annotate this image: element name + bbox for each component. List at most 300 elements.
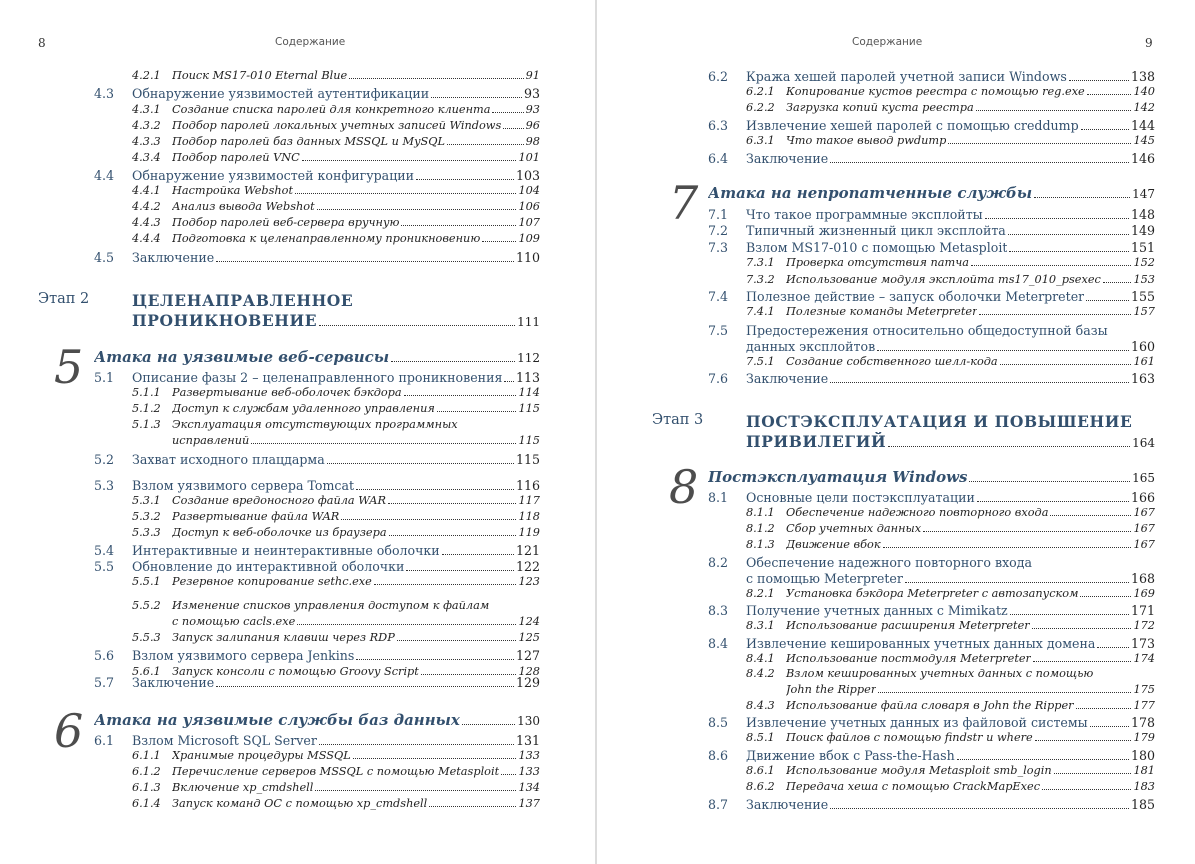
toc-entry-line1: Эксплуатация отсутствующих программных: [172, 418, 458, 431]
toc-entry-page: 138: [1130, 69, 1155, 84]
toc-entry-page: 173: [1130, 636, 1155, 651]
toc-entry-number: 8.6: [708, 748, 729, 763]
toc-section: [132, 559, 540, 574]
toc-section: [746, 151, 1155, 166]
dot-leader: [878, 692, 1131, 693]
toc-entry-page: 160: [1130, 339, 1155, 354]
toc-subsection: [172, 510, 540, 523]
toc-entry-page: 140: [1133, 85, 1155, 98]
toc-subsection: [172, 765, 540, 778]
toc-entry-number: 8.1: [708, 490, 729, 505]
toc-entry-page: 153: [1133, 273, 1155, 286]
toc-entry-page: 115: [515, 452, 540, 467]
dot-leader: [1054, 773, 1132, 774]
left-page: [0, 0, 595, 864]
chapter-title-text: Атака на уязвимые веб-сервисы: [94, 348, 390, 366]
toc-entry-number: 8.3.1: [746, 619, 775, 632]
chapter-number: 5: [54, 340, 84, 394]
dot-leader: [295, 193, 516, 194]
dot-leader: [1080, 596, 1131, 597]
toc-section: [746, 490, 1155, 505]
toc-entry-number: 6.4: [708, 151, 729, 166]
toc-entry-title: Запуск команд ОС с помощью xp_cmdshell: [172, 797, 428, 810]
toc-subsection: [172, 119, 540, 132]
toc-section: [132, 168, 540, 183]
toc-subsection: [172, 615, 540, 628]
dot-leader: [969, 481, 1130, 482]
toc-subsection: [786, 731, 1155, 744]
dot-leader: [976, 110, 1132, 111]
toc-entry-page: 175: [1133, 683, 1155, 696]
toc-entry-number: 5.5.3: [132, 631, 161, 644]
toc-entry-number: 6.3: [708, 118, 729, 133]
toc-subsection: [786, 652, 1155, 665]
toc-entry-number: 7.3.1: [746, 256, 775, 269]
toc-entry-title: Движение вбок с Pass-the-Hash: [746, 748, 955, 763]
toc-subsection: [786, 85, 1155, 98]
dot-leader: [1103, 282, 1132, 283]
toc-entry-title: Резервное копирование sethc.exe: [172, 575, 372, 588]
toc-entry-title: Использование расширения Meterpreter: [786, 619, 1030, 632]
dot-leader: [317, 209, 517, 210]
toc-entry-number: 8.6.2: [746, 780, 775, 793]
toc-entry-title: Подбор паролей баз данных MSSQL и MySQL: [172, 135, 445, 148]
dot-leader: [319, 325, 515, 326]
toc-entry-page: 116: [515, 478, 540, 493]
toc-entry-title: Заключение: [132, 250, 215, 265]
dot-leader: [979, 314, 1131, 315]
toc-entry-number: 8.1.3: [746, 538, 775, 551]
toc-entry-title: Запуск консоли с помощью Groovy Script: [172, 665, 419, 678]
toc-entry-page: 146: [1130, 151, 1155, 166]
toc-entry-line1: Взлом кешированных учетных данных с помощью: [786, 667, 1094, 680]
toc-entry-number: 6.2: [708, 69, 729, 84]
dot-leader: [1034, 197, 1130, 198]
toc-entry-page: 122: [515, 559, 540, 574]
toc-entry-page: 177: [1133, 699, 1155, 712]
toc-entry-line1: Предостережения относительно общедоступной базы: [746, 323, 1108, 338]
toc-entry-page: 98: [525, 135, 540, 148]
toc-entry-page: 115: [518, 402, 540, 415]
toc-subsection: [786, 506, 1155, 519]
toc-entry-title: исправлений: [172, 434, 250, 447]
dot-leader: [315, 790, 516, 791]
toc-entry-number: 5.3.1: [132, 494, 161, 507]
toc-entry-page: 104: [518, 184, 540, 197]
toc-entry-page: 179: [1133, 731, 1155, 744]
toc-section: [132, 86, 540, 101]
dot-leader: [397, 640, 517, 641]
toc-entry-title: Движение вбок: [786, 538, 881, 551]
chapter-number: 8: [669, 460, 699, 514]
dot-leader: [297, 624, 516, 625]
toc-section: [132, 370, 540, 385]
toc-entry-number: 8.5.1: [746, 731, 775, 744]
dot-leader: [356, 659, 514, 660]
toc-entry-title: Проверка отсутствия патча: [786, 256, 970, 269]
toc-entry-title: Описание фазы 2 – целенаправленного проникновения: [132, 370, 503, 385]
dot-leader: [985, 218, 1129, 219]
toc-section: [746, 223, 1155, 238]
toc-entry-number: 5.7: [94, 675, 115, 690]
toc-entry-title: Развертывание веб-оболочек бэкдора: [172, 386, 402, 399]
toc-entry-title: Заключение: [746, 371, 829, 386]
toc-section: [746, 797, 1155, 812]
chapter-title: [94, 348, 540, 366]
toc-entry-title: Извлечение кешированных учетных данных домена: [746, 636, 1096, 651]
toc-section: [132, 478, 540, 493]
dot-leader: [1033, 661, 1131, 662]
toc-entry-title: Полезное действие – запуск оболочки Meterpreter: [746, 289, 1085, 304]
dot-leader: [389, 535, 517, 536]
toc-entry-number: 6.1.3: [132, 781, 161, 794]
toc-entry-page: 137: [518, 797, 540, 810]
dot-leader: [923, 531, 1131, 532]
toc-entry-title: Взлом Microsoft SQL Server: [132, 733, 317, 748]
toc-entry-number: 7.6: [708, 371, 729, 386]
toc-section: [746, 748, 1155, 763]
toc-section: [746, 289, 1155, 304]
toc-subsection: [786, 256, 1155, 269]
toc-entry-number: 5.2: [94, 452, 115, 467]
toc-subsection: [172, 434, 540, 447]
toc-entry-line1: Обеспечение надежного повторного входа: [746, 555, 1033, 570]
toc-subsection: [172, 526, 540, 539]
toc-entry-page: 109: [518, 232, 540, 245]
toc-entry-number: 8.2: [708, 555, 729, 570]
dot-leader: [1035, 740, 1132, 741]
dot-leader: [302, 160, 517, 161]
dot-leader: [1042, 789, 1131, 790]
dot-leader: [327, 463, 514, 464]
toc-entry-page: 123: [518, 575, 540, 588]
stage-title-line2: ПРИВИЛЕГИЙ: [746, 432, 887, 451]
toc-entry-title: с помощью Meterpreter: [746, 571, 903, 586]
toc-entry-title: John the Ripper: [786, 683, 877, 696]
dot-leader: [877, 350, 1129, 351]
toc-subsection: [172, 103, 540, 116]
toc-entry-title: Поиск файлов с помощью findstr и where: [786, 731, 1033, 744]
toc-subsection: [786, 764, 1155, 777]
dot-leader: [442, 554, 514, 555]
toc-entry-number: 6.1: [94, 733, 115, 748]
toc-entry-title: Что такое вывод pwdump: [786, 134, 947, 147]
toc-entry-title: Обеспечение надежного повторного входа: [786, 506, 1049, 519]
dot-leader: [404, 395, 517, 396]
dot-leader: [830, 808, 1129, 809]
toc-section: [132, 675, 540, 690]
dot-leader: [504, 381, 514, 382]
toc-entry-number: 7.3.2: [746, 273, 775, 286]
toc-entry-title: Получение учетных данных с Mimikatz: [746, 603, 1008, 618]
toc-entry-page: 129: [515, 675, 540, 690]
toc-entry-title: Кража хешей паролей учетной записи Windows: [746, 69, 1067, 84]
toc-entry-number: 6.1.4: [132, 797, 161, 810]
toc-entry-title: Обнаружение уязвимостей аутентификации: [132, 86, 430, 101]
toc-entry-title: Подготовка к целенаправленному проникновению: [172, 232, 481, 245]
running-head: Содержание: [852, 36, 923, 48]
toc-entry-page: 115: [518, 434, 540, 447]
dot-leader: [437, 411, 517, 412]
toc-entry-number: 4.2.1: [132, 69, 161, 82]
toc-entry-page: 93: [525, 103, 540, 116]
toc-entry-page: 178: [1130, 715, 1155, 730]
toc-entry-page: 134: [518, 781, 540, 794]
dot-leader: [905, 582, 1129, 583]
toc-entry-page: 183: [1133, 780, 1155, 793]
toc-subsection: [786, 619, 1155, 632]
toc-entry-page: 117: [518, 494, 540, 507]
toc-entry-number: 7.3: [708, 240, 729, 255]
toc-entry-number: 4.4: [94, 168, 115, 183]
toc-entry-number: 4.5: [94, 250, 115, 265]
toc-entry-page: 181: [1133, 764, 1155, 777]
toc-subsection: [172, 575, 540, 588]
toc-subsection: [172, 797, 540, 810]
dot-leader: [1010, 614, 1129, 615]
dot-leader: [1097, 647, 1129, 648]
toc-entry-page: 164: [1132, 436, 1155, 450]
toc-entry-page: 131: [515, 733, 540, 748]
dot-leader: [830, 382, 1129, 383]
toc-entry-number: 8.2.1: [746, 587, 775, 600]
toc-entry-number: 5.3.3: [132, 526, 161, 539]
toc-entry-page: 148: [1130, 207, 1155, 222]
toc-entry-title: Извлечение учетных данных из файловой системы: [746, 715, 1088, 730]
chapter-title: [94, 711, 540, 729]
toc-entry-page: 133: [518, 765, 540, 778]
toc-subsection: [172, 781, 540, 794]
toc-entry-page: 106: [518, 200, 540, 213]
toc-entry-page: 168: [1130, 571, 1155, 586]
toc-entry-title: Основные цели постэксплуатации: [746, 490, 975, 505]
running-head: Содержание: [275, 36, 346, 48]
toc-entry-page: 163: [1130, 371, 1155, 386]
dot-leader: [503, 128, 523, 129]
toc-subsection: [786, 101, 1155, 114]
toc-section: [746, 603, 1155, 618]
toc-subsection: [172, 402, 540, 415]
toc-entry-number: 7.4: [708, 289, 729, 304]
toc-entry-number: 4.4.1: [132, 184, 161, 197]
toc-entry-page: 128: [518, 665, 540, 678]
toc-entry-line1: Изменение списков управления доступом к файлам: [172, 599, 490, 612]
stage-title-line1: ПОСТЭКСПЛУАТАЦИЯ И ПОВЫШЕНИЕ: [746, 412, 1133, 431]
toc-entry-number: 6.3.1: [746, 134, 775, 147]
dot-leader: [1050, 515, 1131, 516]
dot-leader: [482, 241, 516, 242]
toc-entry-title: Заключение: [746, 151, 829, 166]
toc-subsection: [172, 69, 540, 82]
chapter-title-text: Атака на непропатченные службы: [708, 184, 1033, 202]
dot-leader: [391, 361, 515, 362]
toc-entry-number: 5.3.2: [132, 510, 161, 523]
toc-section: [132, 250, 540, 265]
toc-entry-title: Извлечение хешей паролей с помощью creddump: [746, 118, 1079, 133]
toc-entry-title: Создание вредоносного файла WAR: [172, 494, 386, 507]
toc-entry-page: 155: [1130, 289, 1155, 304]
toc-section: [746, 636, 1155, 651]
toc-entry-title: Поиск MS17-010 Eternal Blue: [172, 69, 348, 82]
toc-entry-page: 165: [1132, 471, 1155, 485]
dot-leader: [406, 570, 514, 571]
toc-entry-title: Взлом уязвимого сервера Tomcat: [132, 478, 355, 493]
toc-entry-title: Типичный жизненный цикл эксплойта: [746, 223, 1006, 238]
dot-leader: [401, 225, 516, 226]
page-number: 9: [1145, 36, 1153, 50]
stage-label: Этап 3: [652, 412, 704, 428]
toc-entry-number: 5.5.1: [132, 575, 161, 588]
stage-title-line1: ЦЕЛЕНАПРАВЛЕННОЕ: [132, 291, 354, 310]
toc-entry-page: 147: [1132, 187, 1155, 201]
toc-entry-title: Создание списка паролей для конкретного клиента: [172, 103, 491, 116]
dot-leader: [1087, 94, 1132, 95]
toc-entry-page: 180: [1130, 748, 1155, 763]
dot-leader: [374, 584, 517, 585]
toc-entry-page: 111: [517, 315, 540, 329]
toc-entry-title: Использование модуля Metasploit smb_login: [786, 764, 1052, 777]
toc-subsection: [172, 184, 540, 197]
toc-entry-number: 6.2.1: [746, 85, 775, 98]
dot-leader: [356, 489, 514, 490]
toc-entry-page: 112: [517, 351, 540, 365]
dot-leader: [447, 144, 524, 145]
toc-subsection: [786, 780, 1155, 793]
dot-leader: [251, 443, 516, 444]
dot-leader: [1008, 234, 1129, 235]
toc-entry-number: 6.2.2: [746, 101, 775, 114]
dot-leader: [971, 265, 1131, 266]
toc-entry-page: 167: [1133, 538, 1155, 551]
toc-entry-number: 8.1.2: [746, 522, 775, 535]
dot-leader: [388, 503, 516, 504]
toc-section: [746, 571, 1155, 586]
toc-entry-page: 113: [515, 370, 540, 385]
toc-entry-title: данных эксплойтов: [746, 339, 876, 354]
toc-entry-title: Перечисление серверов MSSQL с помощью Metasploit: [172, 765, 500, 778]
chapter-title: [708, 184, 1155, 202]
toc-entry-number: 8.4.1: [746, 652, 775, 665]
stage-title: [746, 432, 1155, 451]
toc-entry-title: Взлом MS17-010 с помощью Metasploit: [746, 240, 1008, 255]
dot-leader: [216, 686, 514, 687]
toc-section: [746, 69, 1155, 84]
toc-entry-title: с помощью cacls.exe: [172, 615, 296, 628]
toc-entry-number: 8.4.3: [746, 699, 775, 712]
toc-subsection: [786, 683, 1155, 696]
dot-leader: [429, 806, 516, 807]
dot-leader: [883, 547, 1132, 548]
toc-entry-page: 166: [1130, 490, 1155, 505]
toc-subsection: [786, 587, 1155, 600]
toc-entry-number: 7.4.1: [746, 305, 775, 318]
toc-entry-title: Передача хеша с помощью CrackMapExec: [786, 780, 1041, 793]
toc-entry-title: Использование модуля эксплойта ms17_010_psexec: [786, 273, 1101, 286]
toc-entry-number: 8.5: [708, 715, 729, 730]
toc-entry-page: 96: [525, 119, 540, 132]
toc-entry-title: Доступ к службам удаленного управления: [172, 402, 435, 415]
toc-entry-number: 5.4: [94, 543, 115, 558]
stage-title-line2: ПРОНИКНОВЕНИЕ: [132, 311, 318, 330]
toc-entry-number: 5.1.2: [132, 402, 161, 415]
toc-entry-page: 169: [1133, 587, 1155, 600]
toc-entry-page: 125: [518, 631, 540, 644]
toc-subsection: [786, 522, 1155, 535]
toc-entry-page: 114: [518, 386, 540, 399]
stage-label: Этап 2: [38, 291, 90, 307]
toc-entry-page: 133: [518, 749, 540, 762]
chapter-number: 7: [669, 176, 699, 230]
toc-entry-title: Что такое программные эксплойты: [746, 207, 983, 222]
toc-entry-number: 7.5.1: [746, 355, 775, 368]
toc-subsection: [786, 273, 1155, 286]
toc-entry-title: Копирование кустов реестра с помощью reg.exe: [786, 85, 1085, 98]
toc-entry-number: 4.4.4: [132, 232, 161, 245]
toc-entry-page: 144: [1130, 118, 1155, 133]
toc-subsection: [172, 232, 540, 245]
right-page: [597, 0, 1195, 864]
toc-subsection: [172, 386, 540, 399]
toc-entry-page: 91: [525, 69, 540, 82]
toc-subsection: [786, 305, 1155, 318]
toc-entry-title: Взлом уязвимого сервера Jenkins: [132, 648, 355, 663]
toc-subsection: [172, 135, 540, 148]
toc-entry-title: Хранимые процедуры MSSQL: [172, 749, 351, 762]
dot-leader: [416, 179, 514, 180]
toc-subsection: [172, 631, 540, 644]
toc-entry-number: 8.1.1: [746, 506, 775, 519]
chapter-title: [708, 468, 1155, 486]
toc-entry-page: 171: [1130, 603, 1155, 618]
toc-entry-title: Подбор паролей VNC: [172, 151, 300, 164]
chapter-number: 6: [54, 704, 84, 758]
toc-entry-page: 118: [518, 510, 540, 523]
toc-entry-title: Развертывание файла WAR: [172, 510, 340, 523]
toc-entry-page: 174: [1133, 652, 1155, 665]
dot-leader: [1000, 364, 1132, 365]
dot-leader: [501, 774, 516, 775]
toc-section: [746, 207, 1155, 222]
toc-entry-title: Обнаружение уязвимостей конфигурации: [132, 168, 415, 183]
toc-entry-number: 8.7: [708, 797, 729, 812]
toc-entry-number: 4.3.2: [132, 119, 161, 132]
toc-entry-page: 121: [515, 543, 540, 558]
toc-entry-page: 101: [518, 151, 540, 164]
toc-entry-title: Подбор паролей веб-сервера вручную: [172, 216, 400, 229]
toc-entry-title: Заключение: [746, 797, 829, 812]
chapter-title-text: Постэксплуатация Windows: [708, 468, 968, 486]
toc-subsection: [172, 151, 540, 164]
toc-entry-title: Заключение: [132, 675, 215, 690]
toc-entry-number: 4.4.3: [132, 216, 161, 229]
toc-entry-title: Загрузка копий куста реестра: [786, 101, 974, 114]
toc-section: [132, 452, 540, 467]
toc-section: [746, 339, 1155, 354]
toc-entry-number: 8.4.2: [746, 667, 775, 680]
toc-entry-number: 5.5.2: [132, 599, 161, 612]
toc-entry-title: Использование файла словаря в John the Ripper: [786, 699, 1074, 712]
toc-entry-page: 149: [1130, 223, 1155, 238]
dot-leader: [1076, 708, 1132, 709]
toc-entry-number: 4.3.4: [132, 151, 161, 164]
toc-subsection: [172, 749, 540, 762]
toc-entry-title: Обновление до интерактивной оболочки: [132, 559, 405, 574]
toc-entry-number: 4.3.1: [132, 103, 161, 116]
toc-entry-number: 5.6.1: [132, 665, 161, 678]
toc-entry-title: Создание собственного шелл-кода: [786, 355, 998, 368]
chapter-title-text: Атака на уязвимые службы баз данных: [94, 711, 460, 729]
toc-entry-title: Использование постмодуля Meterpreter: [786, 652, 1031, 665]
